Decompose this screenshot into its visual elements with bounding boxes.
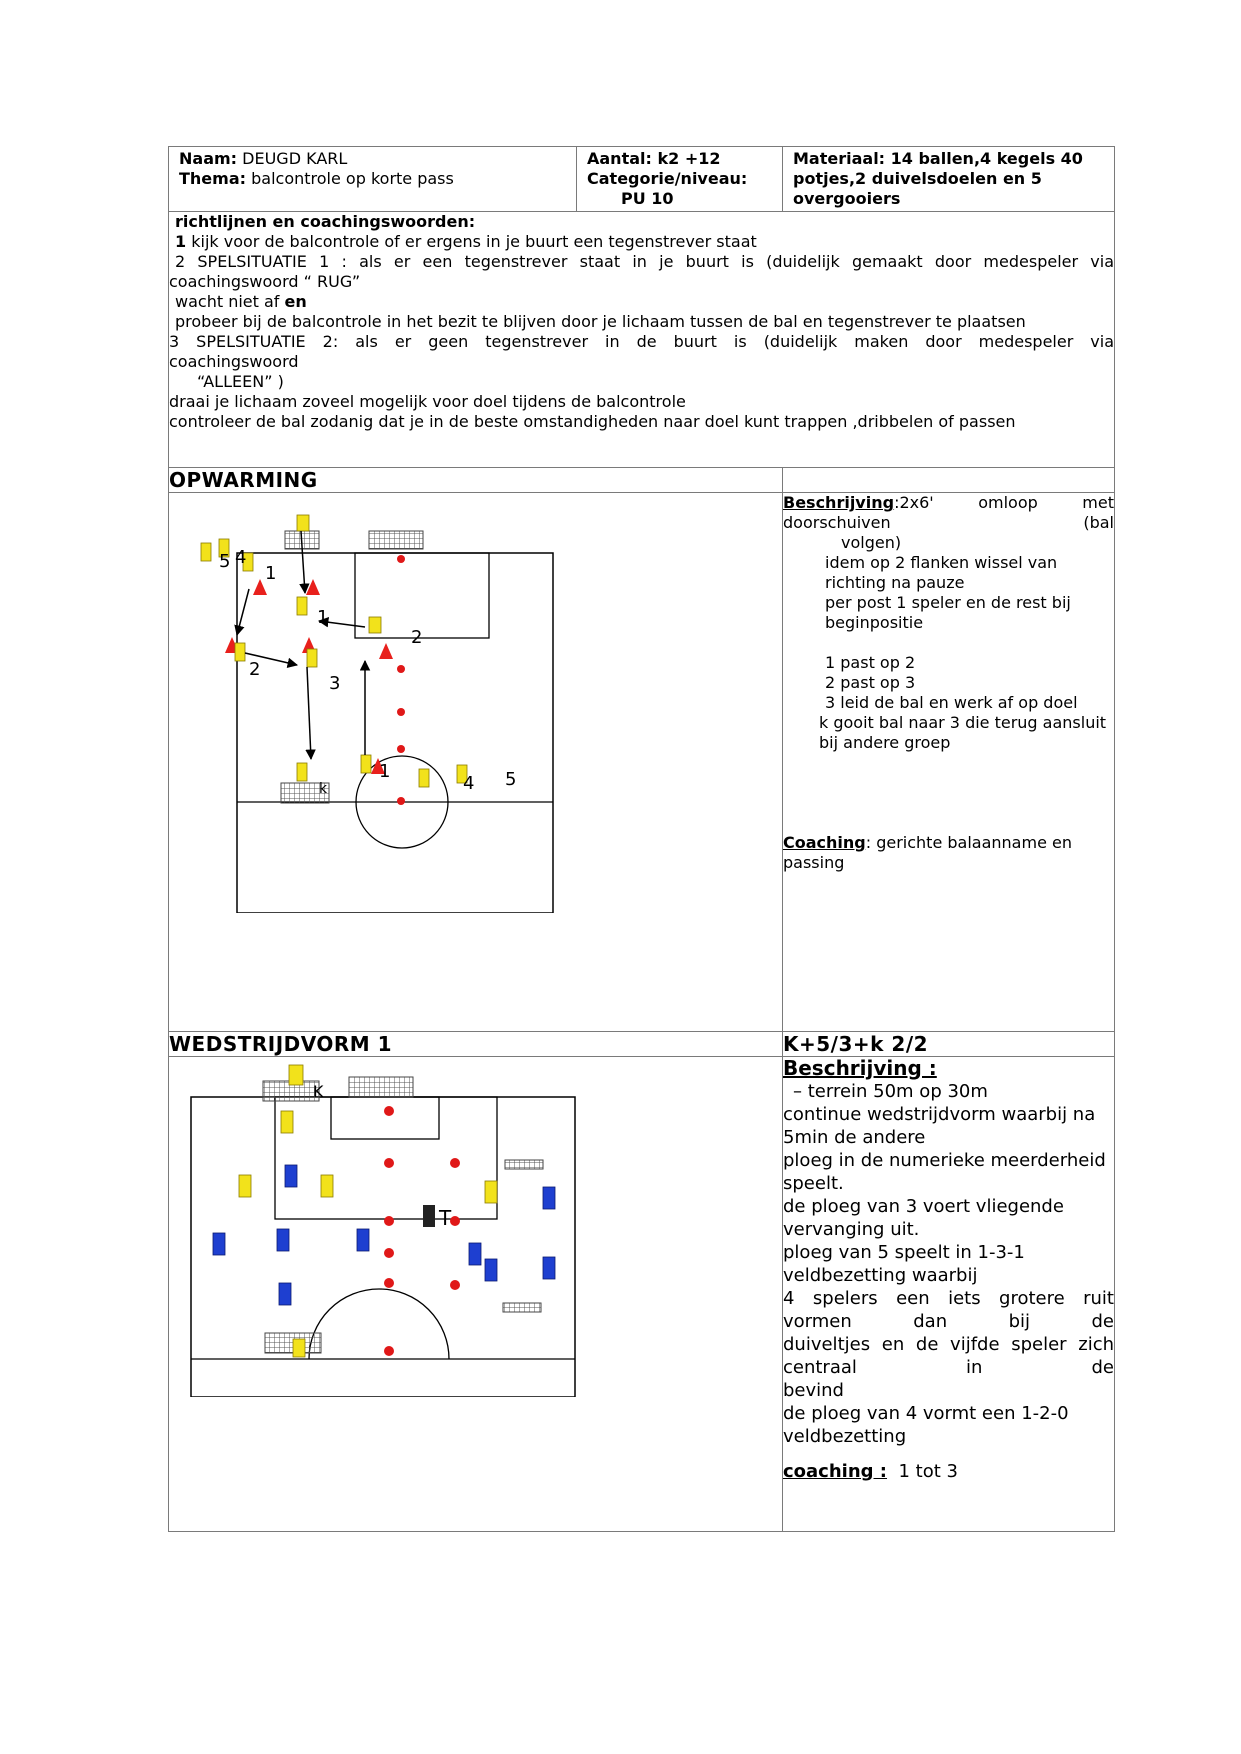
guideline-6: 3 SPELSITUATIE 2: als er geen tegenstrever in de buurt is (duidelijk maken door medespeler via [169,332,1114,351]
header-row [169,147,1115,212]
label-k: k [319,781,328,797]
guideline-4: wacht niet af [175,292,280,311]
guidelines-title: richtlijnen en coachingswoorden: [175,212,476,231]
label-1a: 1 [265,563,277,584]
guideline-10: controleer de bal zodanig dat je in de beste omstandigheden naar doel kunt trappen ,dribbelen of passen [169,412,1016,431]
opwarming-line1: :2x6' omloop met doorschuiven (bal [783,493,1114,532]
guideline-2: 2 SPELSITUATIE 1 : als er een tegenstrever staat in je buurt is (duidelijk gemaakt door medespeler via [175,252,1114,271]
guideline-7: coachingswoord [169,352,299,371]
opwarming-description [783,493,1115,1032]
thema-value: balcontrole op korte pass [251,169,454,188]
label-4a: 4 [235,547,247,568]
label-5b: 5 [505,769,517,790]
naam-label: Naam: [179,149,238,168]
categorie: Categorie/niveau: [587,169,748,188]
label-2b: 2 [249,659,261,680]
opwarming-coaching-text: : gerichte balaanname en passing [783,833,1072,872]
aantal: Aantal: k2 +12 [587,149,721,168]
opwarming-beschrijving-label: Beschrijving [783,493,895,512]
guideline-8: “ALLEEN” ) [197,372,284,391]
marker-dots2 [384,1106,460,1356]
wedstrijd-coaching-text: 1 tot 3 [898,1461,958,1482]
guideline-1-number: 1 [175,232,187,251]
wedstrijd-line6: 4 spelers een iets grotere ruit vormen dan bij de [783,1288,1114,1332]
guideline-3: coachingswoord “ RUG” [169,272,361,291]
materiaal: Materiaal: 14 ballen,4 kegels 40 potjes,2 duivelsdoelen en 5 overgooiers [793,149,1083,208]
goal-area2 [331,1097,439,1139]
opwarming-line8: k gooit bal naar 3 die terug aansluit bij andere groep [819,713,1107,752]
wedstrijd-line8: bevind [783,1380,844,1401]
guideline-4-bold: en [284,292,307,311]
guideline-5: probeer bij de balcontrole in het bezit te blijven door je lichaam tussen de bal en tegenstrever te plaatsen [175,312,1026,331]
label-5a: 5 [219,551,231,572]
guidelines-row [169,212,1115,468]
wedstrijd-line9: de ploeg van 4 vormt een 1-2-0 veldbezetting [783,1403,1069,1447]
opwarming-coaching-label: Coaching [783,833,866,852]
wedstrijd-line5: ploeg van 5 speelt in 1-3-1 veldbezetting waarbij [783,1242,1025,1286]
guidelines-cell [169,212,1115,468]
wedstrijd-row [169,1057,1115,1532]
wedstrijd-diagram [169,1057,609,1397]
wedstrijd-diagram-cell [169,1057,783,1532]
guideline-1: kijk voor de balcontrole of er ergens in je buurt een tegenstrever staat [191,232,757,251]
opwarming-line7: 3 leid de bal en werk af op doel [825,693,1078,712]
goal-top-right [369,531,423,549]
wedstrijd-line2: continue wedstrijdvorm waarbij na 5min de andere [783,1104,1096,1148]
guideline-9: draai je lichaam zoveel mogelijk voor doel tijdens de balcontrole [169,392,686,411]
penalty-box2 [275,1097,497,1219]
label-3: 3 [329,673,341,694]
wedstrijd-beschrijving-label: Beschrijving : [783,1056,937,1080]
opwarming-title: OPWARMING [169,468,783,493]
label-1b: 1 [317,607,329,628]
wedstrijd-line4: de ploeg van 3 voert vliegende vervanging uit. [783,1196,1064,1240]
opwarming-row [169,493,1115,1032]
pass-arrows [237,531,365,759]
referee-trainer [423,1205,435,1227]
opwarming-diagram-cell [169,493,783,1032]
opwarming-line4: per post 1 speler en de rest bij beginpositie [825,593,1071,632]
opwarming-line2: volgen) [841,533,902,552]
marker-dots [397,555,405,805]
session-sheet [168,146,1114,1532]
count-category-cell [577,147,783,212]
label-1c: 1 [379,761,391,782]
opwarming-line3: idem op 2 flanken wissel van richting na pauze [825,553,1058,592]
players-yellow2 [239,1065,497,1357]
opwarming-line6: 2 past op 3 [825,673,916,692]
opwarming-diagram [169,493,609,913]
opwarming-title-empty [783,468,1115,493]
label-4b: 4 [463,773,475,794]
mini-goal-2 [503,1303,541,1312]
mini-goal-1 [505,1160,543,1169]
pitch-outline [237,553,553,913]
wedstrijdvorm-title: WEDSTRIJDVORM 1 [169,1032,783,1057]
label-2a: 2 [411,627,423,648]
wedstrijd-coaching-label: coaching : [783,1461,888,1482]
wedstrijd-title-row [169,1032,1115,1057]
naam-value: DEUGD KARL [242,149,348,168]
wedstrijd-line7: duiveltjes en de vijfde speler zich centraal in de [783,1334,1114,1378]
goal2-right [349,1077,413,1097]
center-arc2 [309,1289,449,1359]
pitch2-outline [191,1097,575,1397]
wedstrijd-description [783,1057,1115,1532]
opwarming-line5: 1 past op 2 [825,653,916,672]
niveau: PU 10 [621,189,674,208]
label-T: T [439,1206,452,1230]
thema-label: Thema: [179,169,247,188]
session-table [168,146,1115,1532]
wedstrijd-line1: – terrein 50m op 30m [793,1081,988,1102]
wedstrijd-line3: ploeg in de numerieke meerderheid speelt. [783,1150,1106,1194]
label-K: K [313,1082,324,1101]
name-theme-cell [169,147,577,212]
opwarming-title-row [169,468,1115,493]
wedstrijdvorm-format: K+5/3+k 2/2 [783,1032,1115,1057]
players-blue2 [213,1165,555,1305]
material-cell [783,147,1115,212]
